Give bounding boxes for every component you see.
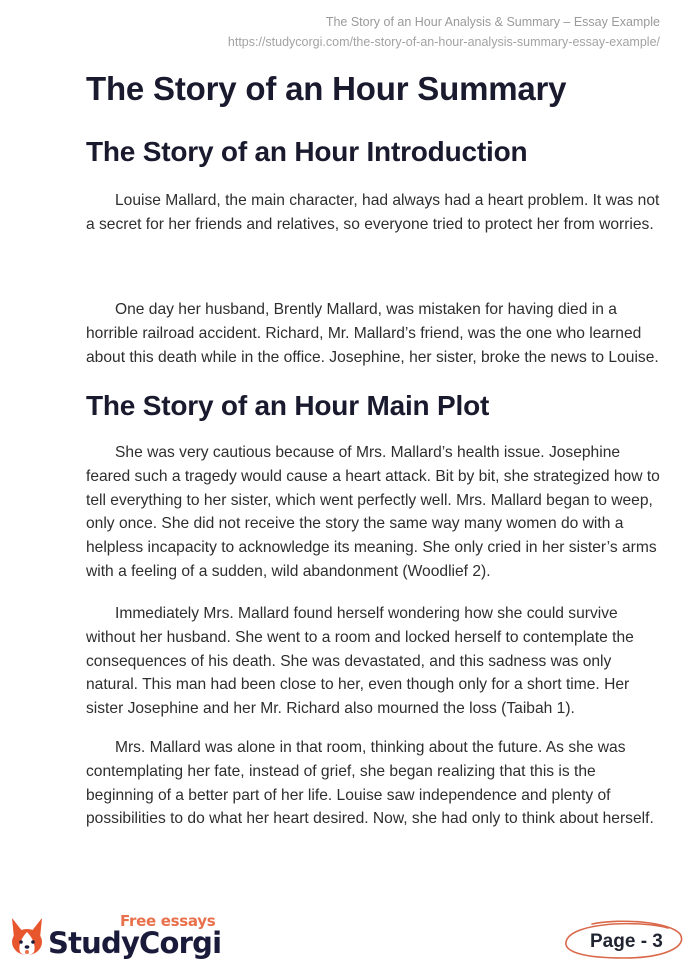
paragraph: Mrs. Mallard was alone in that room, thinking about the future. As she was contemplating her fate, instead of grief, she began realizing that this is the beginning of a better part of her life. Louise saw independence and plenty of possibilities to do what her heart desired. Now, she had only to think about herself.: [86, 739, 654, 828]
section-heading-main-plot: The Story of an Hour Main Plot: [86, 390, 490, 421]
page-number-badge: [562, 916, 686, 962]
page-number: Page - 3: [590, 931, 663, 952]
page-header-meta: [228, 12, 660, 52]
paragraph: Louise Mallard, the main character, had always had a heart problem. It was not a secret for her friends and relatives, so everyone tried to protect her from worries.: [86, 192, 660, 233]
logo-brand-name: StudyCorgi: [48, 926, 222, 960]
paragraph: She was very cautious because of Mrs. Mallard’s health issue. Josephine feared such a tragedy would cause a heart attack. Bit by bit, she strategized how to tell everything to her sister, which went perfectly well. Mrs. Mallard began to weep, only once. She did not receive the story the same way many women do with a helpless incapacity to acknowledge its meaning. She only cried in her sister’s arms with a feeling of a sudden, wild abandonment (Woodlief 2).: [86, 444, 660, 580]
page-title: The Story of an Hour Summary: [86, 70, 567, 107]
document-source-url: https://studycorgi.com/the-story-of-an-hour-analysis-summary-essay-example/: [227, 35, 660, 49]
paragraph: Immediately Mrs. Mallard found herself wondering how she could survive without her husband. She went to a room and locked herself to contemplate the consequences of his death. She was devastated, and this sadness was only natural. This man had been close to her, even though only for a short time. Her sister Josephine and her Mr. Richard also mourned the loss (Taibah 1).: [86, 605, 634, 718]
document-source-title: The Story of an Hour Analysis & Summary – Essay Example: [325, 15, 660, 29]
studycorgi-logo[interactable]: [6, 910, 226, 960]
logo-tagline: Free essays: [120, 912, 216, 930]
section-heading-introduction: The Story of an Hour Introduction: [86, 136, 528, 167]
corgi-icon: [8, 916, 46, 958]
paragraph: One day her husband, Brently Mallard, was mistaken for having died in a horrible railroad accident. Richard, Mr. Mallard’s friend, was the one who learned about this death while in the office. Josephine, her sister, broke the news to Louise.: [86, 301, 659, 366]
